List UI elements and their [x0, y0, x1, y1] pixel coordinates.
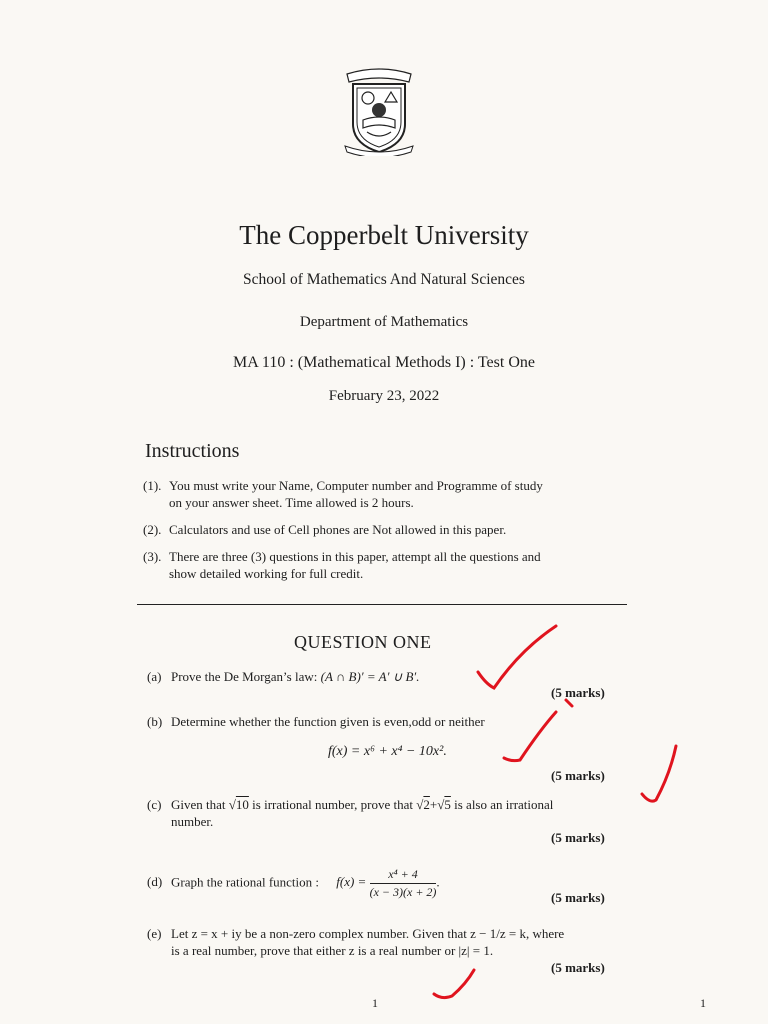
instruction-text: on your answer sheet. Time allowed is 2 hours. [169, 495, 414, 510]
tick-mark-icon [642, 746, 676, 801]
radicand: 10 [235, 797, 249, 812]
instruction-item [143, 548, 633, 582]
instruction-number: (3). [143, 549, 162, 564]
question-part-e [147, 925, 627, 959]
instruction-text: Calculators and use of Cell phones are Not allowed in this paper. [169, 522, 507, 537]
page-number: 1 [700, 996, 706, 1010]
section-divider [137, 604, 627, 605]
radicand: 5 [444, 797, 451, 812]
instruction-item [143, 477, 633, 511]
instruction-text: There are three (3) questions in this paper, attempt all the questions and [169, 549, 541, 564]
marks-label: (5 marks) [551, 960, 605, 975]
part-formula: (A ∩ B)′ = A′ ∪ B′. [320, 669, 420, 684]
marks-label: (5 marks) [551, 685, 605, 700]
marks-label: (5 marks) [551, 768, 605, 783]
instruction-text: You must write your Name, Computer number and Programme of study [169, 478, 543, 493]
fx-label: f(x) = [336, 874, 367, 890]
part-text: Determine whether the function given is even,odd or neither [171, 714, 485, 729]
exam-date: February 23, 2022 [328, 388, 440, 404]
part-label: (b) [147, 714, 163, 729]
function-formula: f(x) = x⁶ + x⁴ − 10x². [328, 744, 447, 759]
part-text: number. [171, 814, 214, 829]
marks-label: (5 marks) [551, 830, 605, 845]
part-label: (c) [147, 797, 162, 812]
course-title: MA 110 : (Mathematical Methods I) : Test One [233, 354, 535, 371]
instruction-item [143, 521, 633, 538]
question-part-c: (c) Given that √10 is irrational number, prove that √2+√5 is also an irrational number. [147, 797, 554, 829]
rational-fraction [370, 866, 437, 901]
marks-label: (5 marks) [551, 890, 605, 905]
part-text: is a real number, prove that either z is a real number or |z| = 1. [171, 943, 494, 958]
part-text: Let z = x + iy be a non-zero complex number. Given that z − 1/z = k, where [171, 926, 565, 941]
question-part-b [147, 713, 627, 730]
question-part-d: (d) Graph the rational function : f(x) = $\frac{\text{x⁴ + 4}}{(x - 3)(x + 2)}$ . [147, 867, 440, 899]
part-text: Given that [171, 797, 226, 812]
question-part-a [147, 668, 627, 685]
part-label: (e) [147, 926, 162, 941]
part-text: Graph the rational function : [171, 874, 320, 890]
fraction-denominator: (x − 3)(x + 2) [369, 885, 437, 899]
university-name: The Copperbelt University [239, 220, 529, 250]
instruction-number: (1). [143, 478, 162, 493]
page-number: 1 [372, 996, 378, 1010]
part-text: is also an irrational [454, 797, 554, 812]
radicand: 2 [423, 797, 430, 812]
university-crest-logo [343, 64, 415, 156]
department-name: Department of Mathematics [299, 314, 469, 330]
question-one-title: QUESTION ONE [294, 632, 432, 652]
part-label: (a) [147, 669, 162, 684]
part-label: (d) [147, 874, 163, 890]
instruction-number: (2). [143, 522, 162, 537]
school-name: School of Mathematics And Natural Sciences [243, 271, 525, 288]
fraction-numerator: x⁴ + 4 [370, 866, 437, 884]
part-text: is irrational number, prove that [252, 797, 414, 812]
instructions-heading: Instructions [145, 440, 240, 462]
part-text: Prove the De Morgan’s law: [171, 669, 318, 684]
instruction-text: show detailed working for full credit. [169, 566, 364, 581]
tick-mark-icon [434, 970, 474, 998]
